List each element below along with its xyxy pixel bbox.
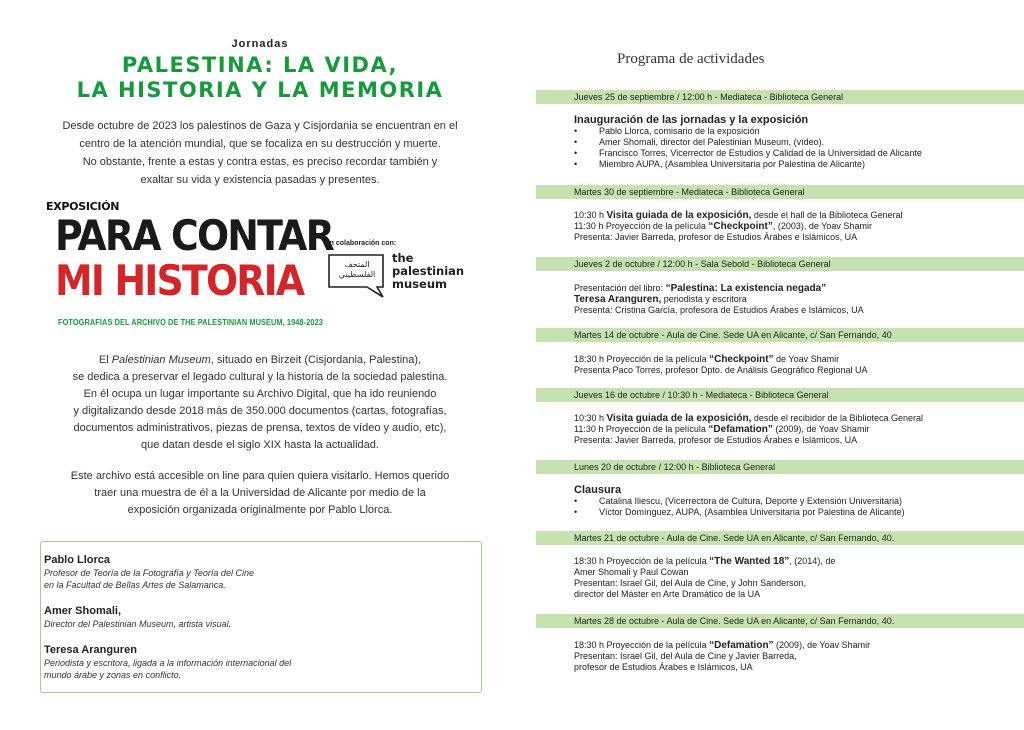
credit-role: Director del Palestinian Museum, artista visual. xyxy=(44,619,232,629)
event-bold: “Palestina: La existencia negada” xyxy=(665,283,827,294)
event-bold: “Checkpoint” xyxy=(708,221,773,232)
event-header: Martes 30 de septiembre - Mediateca - Biblioteca General xyxy=(536,185,1024,199)
museum-name-line: palestinian xyxy=(392,264,465,278)
event-text: (2009), de Yoav Shamir xyxy=(773,640,871,650)
intro-paragraph xyxy=(40,117,480,189)
event-text: desde el recibidor de la Biblioteca General xyxy=(751,413,924,423)
event-bold: Teresa Aranguren, xyxy=(574,294,662,305)
event-text: 18:30 h Proyección de la película xyxy=(574,556,710,566)
event-bullet: • Catalina Iliescu, (Vicerrectora de Cultura, Deporte y Extensión Universitaria) xyxy=(574,496,1014,507)
desc-line: exposición organizada originalmente por Pablo Llorca. xyxy=(127,504,393,516)
event-bold: Visita guiada de la exposición, xyxy=(606,413,752,424)
event-line: profesor de Estudios Árabes e Islámicos, UA xyxy=(574,662,753,672)
desc-line xyxy=(40,352,480,369)
archive-description xyxy=(40,468,480,519)
event-line: Presenta Paco Torres, profesor Dpto. de Análisis Geográfico Regional UA xyxy=(574,365,868,375)
event-line: Presenta: Javier Barreda, profesor de Estudios Árabes e Islámicos, UA xyxy=(574,232,858,242)
desc-text: El xyxy=(98,354,112,366)
event-text: , (2014), de xyxy=(789,556,836,566)
desc-line: y digitalizando desde 2018 más de 350.000 documentos (cartas, fotografías, xyxy=(73,405,447,417)
museum-name xyxy=(392,252,464,291)
event-header: Martes 21 de octubre - Aula de Cine. Sede UA en Alicante, c/ San Fernando, 40. xyxy=(536,531,1024,545)
credit-amer-shomali xyxy=(44,604,231,630)
desc-line: En él ocupa un lugar importante su Archivo Digital, que ha ido reuniendo xyxy=(83,388,437,400)
event-line xyxy=(574,424,1014,435)
event-header: Jueves 25 de septiembre / 12:00 h - Mediateca - Biblioteca General xyxy=(536,90,1024,104)
event-line xyxy=(574,294,1014,305)
event-header: Lunes 20 de octubre / 12:00 h - Biblioteca General xyxy=(536,460,1024,474)
event-bullet: • Miembro AUPA, (Asamblea Universitaria por Palestina de Alicante) xyxy=(574,159,1014,170)
event-text: , (2003), de Yoav Shamir xyxy=(772,221,872,231)
event-text: de Yoav Shamir xyxy=(773,354,840,364)
credit-teresa-aranguren xyxy=(44,643,291,681)
expo-title-line1: PARA CONTAR xyxy=(55,211,333,260)
event-text: 10:30 h xyxy=(574,210,607,220)
event-bullet: • Víctor Domínguez, AUPA, (Asamblea Universitaria por Palestina de Alicante) xyxy=(574,507,1014,518)
credit-pablo-llorca xyxy=(44,553,254,591)
event-text: desde el hall de la Biblioteca General xyxy=(751,210,903,220)
credit-role: en la Facultad de Bellas Artes de Salamanca. xyxy=(44,580,226,590)
event-header: Martes 28 de octubre - Aula de Cine. Sede UA en Alicante, c/ San Fernando, 40. xyxy=(536,614,1024,628)
event-text: 10:30 h xyxy=(574,413,607,423)
event-line xyxy=(574,556,1014,567)
desc-text: , situado en Birzeit (Cisjordania, Palestina), xyxy=(210,354,422,366)
desc-italic: Palestinian Museum xyxy=(111,354,211,366)
program-page xyxy=(512,0,1024,730)
credit-name: Pablo Llorca xyxy=(44,554,111,566)
intro-line: exaltar su vida y existencia pasadas y presentes. xyxy=(140,174,380,186)
event-line: Presenta: Cristina García, profesora de Estudios Árabes e Islámicos, UA xyxy=(574,305,864,315)
event-presentacion-libro xyxy=(574,283,1014,316)
credit-name: Teresa Aranguren xyxy=(44,644,137,656)
event-clausura xyxy=(574,484,1014,518)
event-line xyxy=(574,221,1014,232)
event-checkpoint xyxy=(574,354,1014,376)
event-wanted-18 xyxy=(574,556,1014,600)
event-visita-guiada xyxy=(574,210,1014,243)
program-title: Programa de actividades xyxy=(617,51,765,67)
credit-role: Periodista y escritora, ligada a la información internacional del xyxy=(44,658,292,668)
museum-name-line: museum xyxy=(392,277,447,291)
event-visita-defamation xyxy=(574,413,1014,446)
credit-name: Amer Shomali, xyxy=(44,605,122,617)
event-line: Presentan: Israel Gil, del Aula de Cine, y John Sanderson, xyxy=(574,578,807,588)
event-line xyxy=(574,210,1014,221)
event-line: Presentan: Israel Gil, del Aula de Cine y Javier Barreda, xyxy=(574,651,797,661)
event-header: Jueves 16 de octubre / 10:30 h - Mediateca - Biblioteca General xyxy=(536,388,1024,402)
intro-line: centro de la atención mundial, que se focaliza en su destrucción y muerte. xyxy=(79,138,441,150)
event-line: Presenta: Javier Barreda, profesor de Estudios Árabes e Islámicos, UA xyxy=(574,435,858,445)
event-text: periodista y escritora xyxy=(661,294,747,304)
expo-subtitle: FOTOGRAFÍAS DEL ARCHIVO DE THE PALESTINIAN MUSEUM, 1948-2023 xyxy=(58,318,323,327)
event-text: 11:30 h Proyección de la película xyxy=(574,424,709,434)
event-line xyxy=(574,354,1014,365)
main-title xyxy=(0,53,520,103)
event-line: Amer Shomali y Paul Cowan xyxy=(574,567,689,577)
event-text: (2009), de Yoav Shamir xyxy=(772,424,870,434)
event-bold: Visita guiada de la exposición, xyxy=(606,210,752,221)
event-bullet: • Pablo Llorca, comisario de la exposición xyxy=(574,126,1014,137)
credit-role: Profesor de Teoría de la Fotografía y Teoría del Cine xyxy=(44,568,254,578)
intro-line: No obstante, frente a estas y contra estas, es preciso recordar también y xyxy=(82,156,438,168)
event-title: Inauguración de las jornadas y la exposición xyxy=(574,114,809,126)
desc-line: se dedica a preservar el legado cultural y la historia de la sociedad palestina. xyxy=(72,371,448,383)
expo-label: EXPOSICIÓN xyxy=(46,200,120,213)
event-header: Jueves 2 de octubre / 12:00 h - Sala Sebold - Biblioteca General xyxy=(536,257,1024,271)
event-text: 18:30 h Proyección de la película xyxy=(574,640,710,650)
event-defamation xyxy=(574,640,1014,673)
collab-label: En colaboración con: xyxy=(325,240,397,247)
main-title-line2: LA HISTORIA Y LA MEMORIA xyxy=(76,78,444,102)
intro-line: Desde octubre de 2023 los palestinos de Gaza y Cisjordania se encuentran en el xyxy=(62,120,458,132)
desc-line: documentos administrativos, piezas de prensa, textos de vídeo y audio, etc), xyxy=(73,422,447,434)
event-text: 18:30 h Proyección de la película xyxy=(574,354,710,364)
event-inauguracion xyxy=(574,114,1014,170)
event-bullet: • Francisco Torres, Vicerrector de Estudios y Calidad de la Universidad de Alicante xyxy=(574,148,1014,159)
museum-description xyxy=(40,352,480,454)
event-text: 11:30 h Proyección de la película xyxy=(574,221,709,231)
main-title-line1: PALESTINA: LA VIDA, xyxy=(121,53,399,77)
event-bold: “Defamation” xyxy=(708,424,773,435)
event-line xyxy=(574,283,1014,294)
museum-name-line: the xyxy=(392,251,414,265)
museum-arabic-name: المتحف الفلسطيني xyxy=(338,260,376,279)
jornadas-label: Jornadas xyxy=(231,38,289,50)
event-bold: “Checkpoint” xyxy=(709,354,774,365)
event-header: Martes 14 de octubre - Aula de Cine. Sede UA en Alicante, c/ San Fernando, 40 xyxy=(536,328,1024,342)
event-bullet: • Amer Shomali, director del Palestinian Museum, (vídeo). xyxy=(574,137,1014,148)
desc-line: Este archivo está accesible on line para quien quiera visitarlo. Hemos querido xyxy=(70,470,450,482)
event-text: Presentación del libro: xyxy=(574,283,666,293)
event-bold: “Defamation” xyxy=(709,640,774,651)
desc-line: que datan desde el siglo XIX hasta la actualidad. xyxy=(141,439,379,451)
desc-line: traer una muestra de él a la Universidad de Alicante por medio de la xyxy=(94,487,426,499)
event-line: director del Máster en Arte Dramático de la UA xyxy=(574,589,761,599)
event-line xyxy=(574,413,1014,424)
expo-title-line2: MI HISTORIA xyxy=(55,256,304,305)
event-line xyxy=(574,640,1014,651)
credit-role: mundo árabe y zonas en conflicto. xyxy=(44,670,182,680)
event-bold: “The Wanted 18” xyxy=(709,556,790,567)
event-title: Clausura xyxy=(574,484,622,496)
